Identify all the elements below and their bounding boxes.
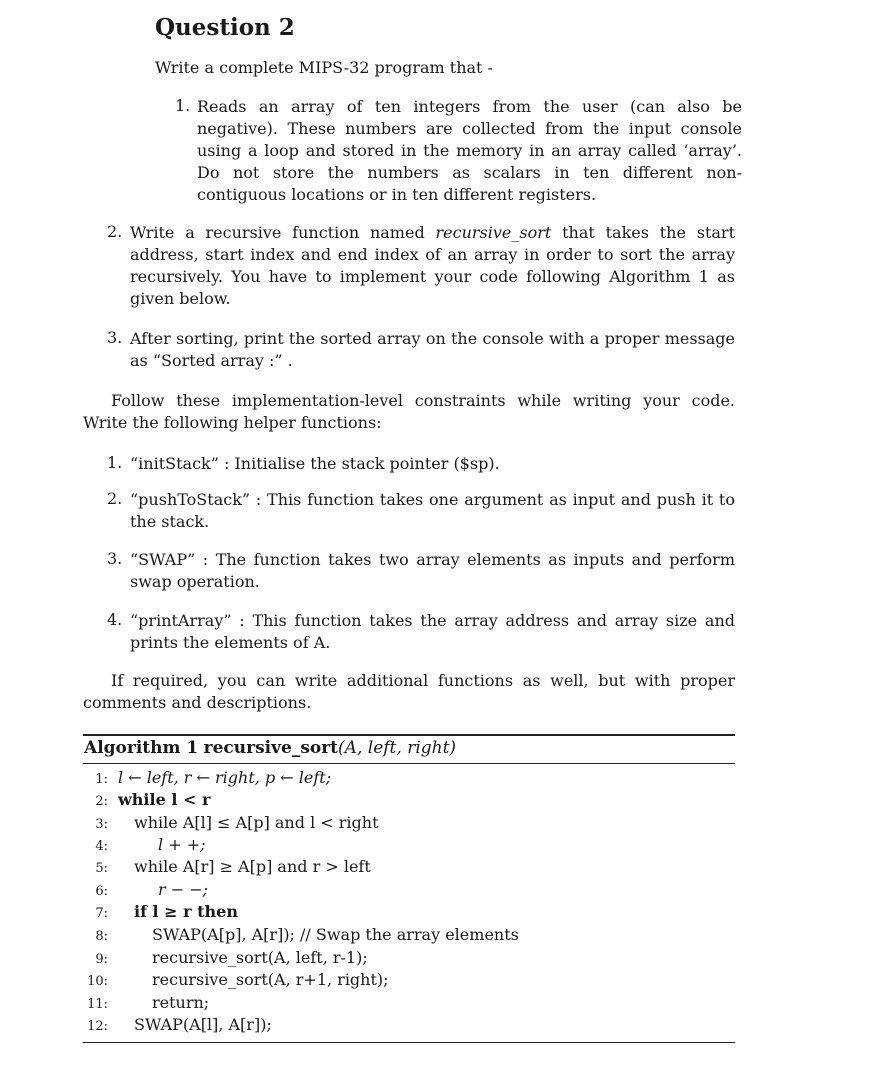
helper-text: “SWAP” : The function takes two array elements as inputs and perform swap operation. — [130, 550, 735, 591]
line-number: 3: — [95, 817, 108, 832]
line-number: 7: — [95, 906, 108, 921]
algorithm-top-rule — [83, 734, 735, 736]
line-text: l ← left, r ← right, p ← left; — [118, 768, 332, 787]
algorithm-line — [84, 993, 209, 1012]
line-text: while A[r] ≥ A[p] and r > left — [134, 857, 371, 876]
line-text: if l ≥ r then — [134, 902, 238, 921]
helper-text: “printArray” : This function takes the array address and array size and prints the elements of A. — [130, 611, 735, 652]
line-text: SWAP(A[p], A[r]); // Swap the array elements — [152, 925, 519, 944]
task-text-post: that takes the start address, start index and end index of an array in order to sort the array recursively. You have to implement your code following Algorithm 1 as given below. — [130, 223, 735, 308]
line-text: while l < r — [118, 790, 211, 809]
helper-number: 4. — [107, 610, 123, 629]
line-number: 6: — [95, 884, 108, 899]
algorithm-line — [84, 857, 371, 876]
algorithm-line — [84, 902, 238, 921]
line-number: 5: — [95, 861, 108, 876]
helper-number: 1. — [107, 453, 123, 472]
line-text: r − −; — [158, 880, 209, 899]
algorithm-header — [84, 738, 456, 758]
algorithm-line — [84, 790, 210, 809]
task-text — [130, 222, 735, 310]
task-text: After sorting, print the sorted array on the console with a proper message as “Sorted array :” . — [130, 329, 735, 370]
line-number: 1: — [95, 772, 108, 787]
line-text: SWAP(A[l], A[r]); — [134, 1015, 272, 1034]
task-number: 2. — [107, 222, 123, 241]
helper-text: “pushToStack” : This function takes one argument as input and push it to the stack. — [130, 490, 735, 531]
task-text: Reads an array of ten integers from the user (can also be negative). These numbers are collected from the input console using a loop and stored in the memory in an array called ‘array’. Do not store the numbers as scalars in ten different non-contiguous locations or in ten different registers. — [197, 97, 742, 204]
algorithm-args: (A, left, right) — [338, 738, 457, 758]
line-text: recursive_sort(A, r+1, right); — [152, 970, 389, 989]
algorithm-name: recursive_sort — [203, 738, 339, 758]
algorithm-line — [84, 768, 331, 787]
task-number: 1. — [175, 96, 191, 115]
helper-number: 2. — [107, 489, 123, 508]
algorithm-line — [84, 948, 368, 967]
line-number: 9: — [95, 952, 108, 967]
helper-number: 3. — [107, 549, 123, 568]
algorithm-line — [84, 880, 208, 899]
algorithm-line — [84, 835, 206, 854]
line-text: while A[l] ≤ A[p] and l < right — [134, 813, 379, 832]
algorithm-bottom-rule — [83, 1042, 735, 1043]
question-title: Question 2 — [155, 14, 295, 41]
additional-paragraph: If required, you can write additional functions as well, but with proper comments and descriptions. — [83, 671, 735, 712]
constraints-paragraph: Follow these implementation-level constraints while writing your code. Write the following helper functions: — [83, 391, 735, 432]
algorithm-header-rule — [83, 763, 735, 764]
line-number: 8: — [95, 929, 108, 944]
task-text-pre: Write a recursive function named — [130, 223, 436, 242]
function-name: recursive_sort — [435, 223, 552, 242]
line-number: 12: — [87, 1019, 108, 1034]
algorithm-line — [84, 925, 519, 944]
algorithm-line — [84, 1015, 272, 1034]
helper-text: “initStack” : Initialise the stack pointer ($sp). — [130, 454, 500, 473]
line-text: return; — [152, 993, 210, 1012]
line-number: 11: — [87, 997, 108, 1012]
intro-text: Write a complete MIPS-32 program that - — [155, 58, 493, 77]
algorithm-line — [84, 813, 379, 832]
line-text: l + +; — [158, 835, 206, 854]
task-number: 3. — [107, 328, 123, 347]
line-number: 10: — [87, 974, 108, 989]
line-number: 4: — [95, 839, 108, 854]
line-text: recursive_sort(A, left, r-1); — [152, 948, 368, 967]
algorithm-label: Algorithm 1 — [84, 738, 199, 758]
line-number: 2: — [95, 794, 108, 809]
algorithm-line — [84, 970, 389, 989]
